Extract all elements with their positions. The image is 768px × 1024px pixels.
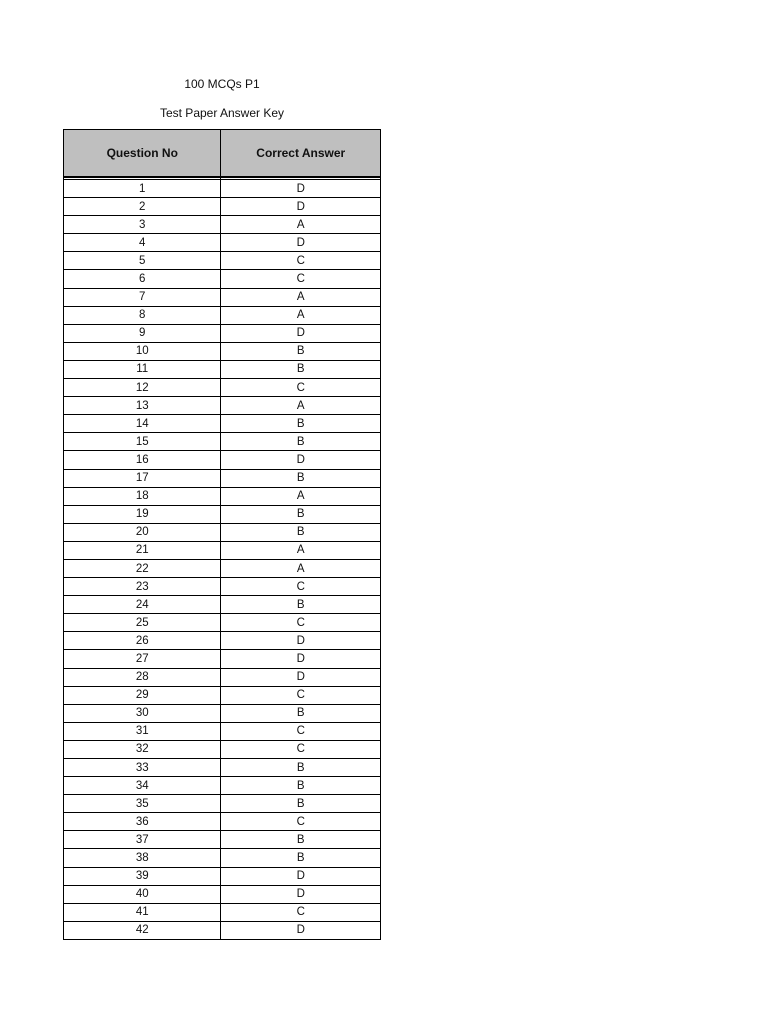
table-row	[64, 379, 381, 397]
question-number-cell: 36	[64, 813, 221, 831]
table-row	[64, 451, 381, 469]
question-number-cell: 15	[64, 433, 221, 451]
question-number-cell: 22	[64, 559, 221, 577]
table-row	[64, 288, 381, 306]
correct-answer-cell: A	[221, 487, 381, 505]
table-row	[64, 541, 381, 559]
correct-answer-cell: A	[221, 306, 381, 324]
question-number-cell: 14	[64, 415, 221, 433]
correct-answer-cell: C	[221, 722, 381, 740]
table-row	[64, 921, 381, 939]
question-number-cell: 9	[64, 324, 221, 342]
correct-answer-cell: B	[221, 360, 381, 378]
correct-answer-cell: D	[221, 885, 381, 903]
table-row	[64, 885, 381, 903]
correct-answer-cell: B	[221, 523, 381, 541]
table-row	[64, 849, 381, 867]
question-number-cell: 38	[64, 849, 221, 867]
correct-answer-cell: D	[221, 234, 381, 252]
question-number-cell: 4	[64, 234, 221, 252]
question-number-cell: 25	[64, 614, 221, 632]
table-row	[64, 867, 381, 885]
table-row	[64, 487, 381, 505]
question-number-cell: 12	[64, 379, 221, 397]
table-row	[64, 596, 381, 614]
correct-answer-cell: C	[221, 686, 381, 704]
correct-answer-cell: D	[221, 198, 381, 216]
correct-answer-cell: B	[221, 777, 381, 795]
question-number-cell: 10	[64, 342, 221, 360]
table-row	[64, 216, 381, 234]
table-row	[64, 433, 381, 451]
question-number-cell: 39	[64, 867, 221, 885]
correct-answer-cell: D	[221, 451, 381, 469]
table-row	[64, 795, 381, 813]
correct-answer-cell: B	[221, 849, 381, 867]
table-row	[64, 686, 381, 704]
question-number-cell: 24	[64, 596, 221, 614]
question-number-cell: 26	[64, 632, 221, 650]
question-number-cell: 35	[64, 795, 221, 813]
table-row	[64, 234, 381, 252]
table-row	[64, 270, 381, 288]
question-number-cell: 34	[64, 777, 221, 795]
question-number-cell: 41	[64, 903, 221, 921]
correct-answer-cell: B	[221, 342, 381, 360]
correct-answer-cell: D	[221, 180, 381, 198]
question-number-cell: 21	[64, 541, 221, 559]
question-number-cell: 5	[64, 252, 221, 270]
table-row	[64, 740, 381, 758]
correct-answer-cell: B	[221, 759, 381, 777]
table-header-row	[64, 130, 381, 178]
correct-answer-cell: C	[221, 614, 381, 632]
question-number-cell: 17	[64, 469, 221, 487]
table-row	[64, 252, 381, 270]
correct-answer-cell: A	[221, 216, 381, 234]
document-subtitle: Test Paper Answer Key	[159, 106, 285, 120]
correct-answer-cell: D	[221, 324, 381, 342]
table-row	[64, 578, 381, 596]
question-number-cell: 18	[64, 487, 221, 505]
table-row	[64, 722, 381, 740]
correct-answer-cell: B	[221, 505, 381, 523]
table-row	[64, 342, 381, 360]
table-row	[64, 505, 381, 523]
question-number-cell: 32	[64, 740, 221, 758]
correct-answer-cell: C	[221, 578, 381, 596]
table-row	[64, 704, 381, 722]
table-row	[64, 813, 381, 831]
table-row	[64, 668, 381, 686]
correct-answer-cell: B	[221, 795, 381, 813]
correct-answer-cell: D	[221, 650, 381, 668]
correct-answer-cell: C	[221, 813, 381, 831]
correct-answer-cell: C	[221, 903, 381, 921]
table-row	[64, 180, 381, 198]
correct-answer-cell: A	[221, 288, 381, 306]
table-row	[64, 650, 381, 668]
correct-answer-cell: C	[221, 252, 381, 270]
table-row	[64, 360, 381, 378]
question-number-cell: 31	[64, 722, 221, 740]
document-title: 100 MCQs P1	[184, 77, 260, 91]
question-number-cell: 30	[64, 704, 221, 722]
question-number-cell: 8	[64, 306, 221, 324]
question-number-cell: 11	[64, 360, 221, 378]
correct-answer-cell: B	[221, 415, 381, 433]
correct-answer-cell: D	[221, 668, 381, 686]
table-row	[64, 559, 381, 577]
correct-answer-cell: A	[221, 559, 381, 577]
question-number-cell: 3	[64, 216, 221, 234]
table-row	[64, 759, 381, 777]
correct-answer-cell: B	[221, 831, 381, 849]
table-row	[64, 415, 381, 433]
question-number-cell: 1	[64, 180, 221, 198]
correct-answer-cell: D	[221, 921, 381, 939]
table-row	[64, 831, 381, 849]
table-row	[64, 903, 381, 921]
question-number-cell: 6	[64, 270, 221, 288]
question-number-cell: 7	[64, 288, 221, 306]
question-no-header: Question No	[64, 130, 221, 178]
table-row	[64, 306, 381, 324]
table-row	[64, 632, 381, 650]
question-number-cell: 33	[64, 759, 221, 777]
correct-answer-cell: A	[221, 541, 381, 559]
question-number-cell: 20	[64, 523, 221, 541]
answer-rows	[64, 177, 381, 939]
correct-answer-header: Correct Answer	[221, 130, 381, 178]
question-number-cell: 28	[64, 668, 221, 686]
table-row	[64, 777, 381, 795]
correct-answer-cell: C	[221, 740, 381, 758]
correct-answer-cell: B	[221, 433, 381, 451]
correct-answer-cell: A	[221, 397, 381, 415]
question-number-cell: 16	[64, 451, 221, 469]
table-row	[64, 324, 381, 342]
correct-answer-cell: D	[221, 867, 381, 885]
answer-key-table	[63, 129, 381, 940]
table-row	[64, 198, 381, 216]
table-row	[64, 614, 381, 632]
correct-answer-cell: C	[221, 270, 381, 288]
question-number-cell: 42	[64, 921, 221, 939]
question-number-cell: 37	[64, 831, 221, 849]
correct-answer-cell: B	[221, 596, 381, 614]
question-number-cell: 27	[64, 650, 221, 668]
correct-answer-cell: D	[221, 632, 381, 650]
correct-answer-cell: B	[221, 704, 381, 722]
table-row	[64, 469, 381, 487]
table-row	[64, 523, 381, 541]
question-number-cell: 13	[64, 397, 221, 415]
question-number-cell: 23	[64, 578, 221, 596]
question-number-cell: 29	[64, 686, 221, 704]
correct-answer-cell: C	[221, 379, 381, 397]
question-number-cell: 40	[64, 885, 221, 903]
correct-answer-cell: B	[221, 469, 381, 487]
question-number-cell: 2	[64, 198, 221, 216]
table-row	[64, 397, 381, 415]
question-number-cell: 19	[64, 505, 221, 523]
